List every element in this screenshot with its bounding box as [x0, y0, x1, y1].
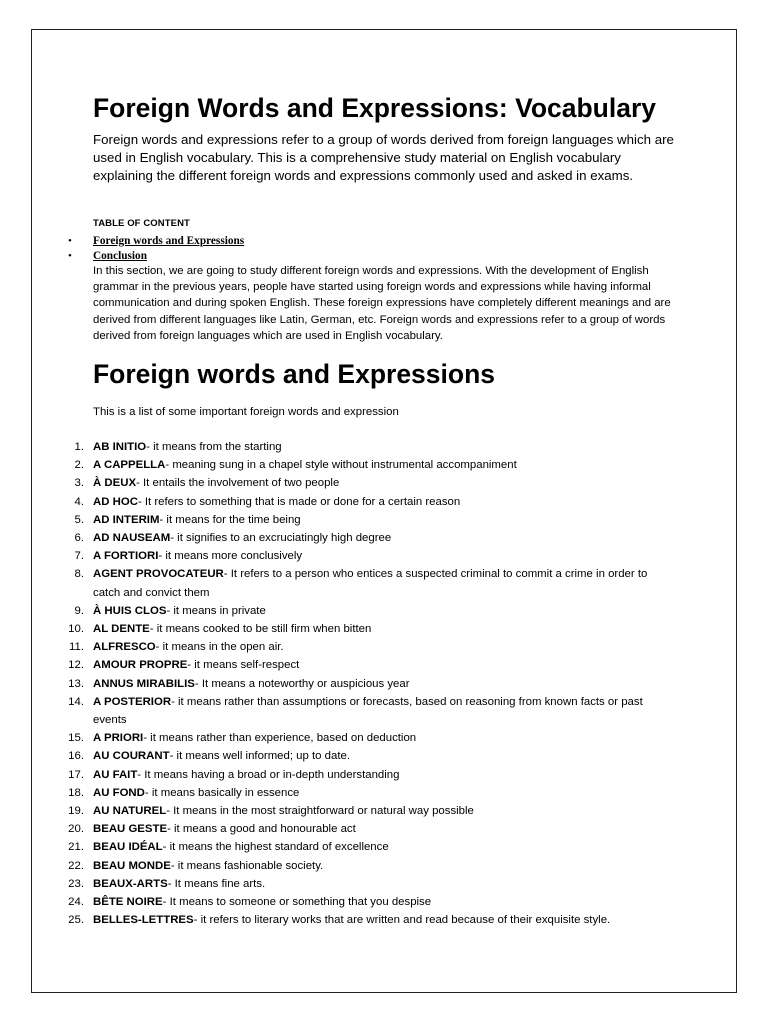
section-paragraph: In this section, we are going to study different foreign words and expressions. With the development of English grammar in the previous years, people have started using foreign words and expressions while having informal communication and during spoken English. These foreign expressions have completely different meanings and are derived from different languages like Latin, German, etc. Foreign words and expressions refer to a group of words derived from foreign languages which are used in English vocabulary.	[93, 265, 671, 342]
term-word: À HUIS CLOS	[93, 604, 167, 617]
term-number: 9.	[74, 604, 84, 617]
term-item	[54, 638, 664, 656]
term-item	[54, 729, 664, 747]
term-definition: - It entails the involvement of two people	[136, 477, 340, 490]
term-definition: - it means the highest standard of excellence	[162, 841, 389, 854]
term-item	[54, 893, 664, 911]
term-item	[54, 529, 664, 547]
toc-link-conclusion[interactable]	[68, 249, 244, 264]
term-definition: - it refers to literary works that are written and read because of their exquisite style.	[193, 914, 611, 927]
term-definition: - it signifies to an excruciatingly high degree	[170, 532, 392, 545]
toc-link-label: Conclusion	[93, 249, 147, 262]
term-definition: - It means to someone or something that you despise	[162, 896, 432, 909]
list-intro: This is a list of some important foreign words and expression	[93, 406, 399, 418]
term-item	[54, 857, 664, 875]
term-item	[54, 656, 664, 674]
bullet-icon: •	[68, 235, 72, 247]
term-item	[54, 911, 664, 929]
term-number: 13.	[68, 677, 84, 690]
term-item	[54, 620, 664, 638]
term-definition: - meaning sung in a chapel style without instrumental accompaniment	[165, 459, 517, 472]
term-word: AD HOC	[93, 495, 138, 508]
toc-heading: TABLE OF CONTENT	[93, 218, 190, 229]
term-word: A CAPPELLA	[93, 459, 166, 472]
term-item	[54, 438, 664, 456]
term-item	[54, 511, 664, 529]
term-word: BEAUX-ARTS	[93, 877, 168, 890]
term-number: 8.	[74, 568, 84, 581]
term-word: A POSTERIOR	[93, 695, 172, 708]
term-definition: - it means self-respect	[187, 659, 300, 672]
term-word: ALFRESCO	[93, 641, 156, 654]
term-definition: - It means in the most straightforward or natural way possible	[166, 805, 474, 818]
term-word: AD INTERIM	[93, 513, 160, 526]
term-definition: - It means fine arts.	[167, 877, 266, 890]
toc-link-label: Foreign words and Expressions	[93, 235, 245, 247]
term-number: 15.	[68, 732, 84, 745]
term-definition: - it means basically in essence	[144, 786, 300, 799]
toc-link-foreign-words[interactable]	[68, 234, 245, 249]
term-number: 2.	[74, 459, 84, 472]
term-number: 25.	[68, 914, 84, 927]
term-number: 10.	[68, 623, 84, 636]
term-item	[54, 802, 664, 820]
term-word: A PRIORI	[93, 732, 144, 745]
term-item	[54, 493, 664, 511]
term-item	[54, 474, 664, 492]
term-item	[54, 456, 664, 474]
term-item	[54, 675, 664, 693]
term-number: 22.	[68, 859, 84, 872]
term-number: 6.	[74, 532, 84, 545]
term-word: A FORTIORI	[93, 550, 159, 563]
term-word: ANNUS MIRABILIS	[93, 677, 195, 690]
term-definition: - it means for the time being	[159, 513, 301, 526]
term-number: 11.	[69, 641, 84, 654]
term-word: AGENT PROVOCATEUR	[93, 568, 224, 581]
term-number: 7.	[74, 550, 84, 563]
term-item	[54, 565, 664, 601]
term-number: 18.	[68, 786, 84, 799]
term-item	[54, 784, 664, 802]
term-item	[54, 602, 664, 620]
term-number: 20.	[68, 823, 84, 836]
term-definition: - it means cooked to be still firm when bitten	[149, 623, 372, 636]
term-item	[54, 693, 664, 729]
bullet-icon: •	[68, 249, 72, 262]
term-word: AD NAUSEAM	[93, 532, 171, 545]
term-definition: - It means having a broad or in-depth understanding	[137, 768, 400, 781]
term-number: 1.	[74, 441, 84, 453]
term-word: BELLES-LETTRES	[93, 914, 194, 927]
term-number: 12.	[68, 659, 84, 672]
term-item	[54, 875, 664, 893]
term-item	[54, 820, 664, 838]
term-number: 23.	[68, 877, 84, 890]
term-word: BEAU MONDE	[93, 859, 171, 872]
term-item	[54, 838, 664, 856]
term-word: AL DENTE	[93, 623, 150, 636]
term-definition: - It refers to a person who entices a suspected criminal to commit a crime in order to catch and convict them	[93, 568, 648, 599]
term-word: AMOUR PROPRE	[93, 659, 188, 672]
term-number: 21.	[68, 841, 84, 854]
term-number: 3.	[74, 477, 84, 490]
term-definition: - it means in the open air.	[155, 641, 284, 654]
term-word: AU NATUREL	[93, 805, 167, 818]
term-item	[54, 747, 664, 765]
term-definition: - It means a noteworthy or auspicious year	[194, 677, 410, 690]
term-number: 5.	[74, 513, 84, 526]
term-definition: - It refers to something that is made or done for a certain reason	[137, 495, 461, 508]
terms-list	[54, 438, 664, 929]
term-definition: - it means from the starting	[146, 441, 282, 453]
term-word: AU FAIT	[93, 768, 138, 781]
term-word: BEAU IDÉAL	[93, 841, 163, 854]
term-definition: - it means a good and honourable act	[167, 823, 356, 836]
term-definition: - it means fashionable society.	[170, 859, 324, 872]
term-word: À DEUX	[93, 477, 137, 490]
term-definition: - it means more conclusively	[158, 550, 303, 563]
term-definition: - it means well informed; up to date.	[169, 750, 351, 763]
term-word: AU COURANT	[93, 750, 170, 763]
term-number: 17.	[68, 768, 84, 781]
term-number: 16.	[68, 750, 84, 763]
term-definition: - it means in private	[166, 604, 266, 617]
term-word: AB INITIO	[93, 441, 147, 453]
term-item	[54, 547, 664, 565]
page-title: Foreign Words and Expressions: Vocabulary	[93, 93, 657, 123]
table-of-contents	[68, 234, 245, 263]
term-number: 19.	[68, 805, 84, 818]
intro-paragraph: Foreign words and expressions refer to a group of words derived from foreign languages which are used in English vocabulary. This is a comprehensive study material on English vocabulary explaining the different foreign words and expressions commonly used and asked in exams.	[93, 132, 674, 184]
term-number: 14.	[68, 695, 84, 708]
section-heading: Foreign words and Expressions	[93, 359, 496, 389]
term-word: AU FOND	[93, 786, 145, 799]
term-number: 4.	[74, 495, 84, 508]
term-word: BEAU GESTE	[93, 823, 168, 836]
term-word: BÊTE NOIRE	[93, 896, 163, 909]
term-definition: - it means rather than assumptions or forecasts, based on reasoning from known facts or past events	[93, 695, 643, 727]
term-item	[54, 766, 664, 784]
term-number: 24.	[68, 896, 84, 909]
term-definition: - it means rather than experience, based on deduction	[143, 732, 417, 745]
